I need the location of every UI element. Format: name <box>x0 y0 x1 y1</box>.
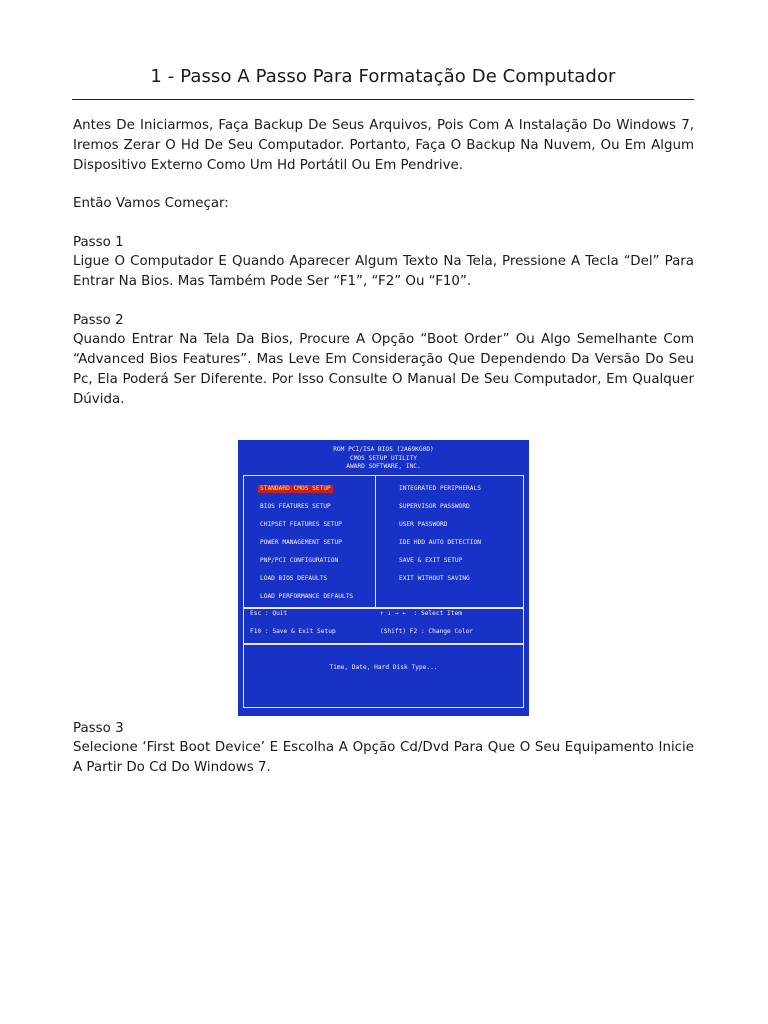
bios-screenshot <box>238 440 529 716</box>
bios-menu-item-integrated-peripherals[interactable]: INTEGRATED PERIPHERALS <box>399 485 481 492</box>
bios-menu-item-standard-cmos[interactable]: STANDARD CMOS SETUP <box>260 485 331 492</box>
bios-menu-item-power-management[interactable]: POWER MANAGEMENT SETUP <box>260 539 342 546</box>
step-2-text: Quando Entrar Na Tela Da Bios, Procure A Opção “Boot Order” Ou Algo Semelhante Com “Advanced Bios Features”. Mas Leve Em Consideração Que Dependendo Da Versão Do Seu Pc, Ela Poderá Ser Diferente. Por Isso Consulte O Manual De Seu Computador, Em Qualquer Dúvida. <box>73 332 694 407</box>
bios-menu-item-supervisor-password[interactable]: SUPERVISOR PASSWORD <box>399 503 470 510</box>
bios-item-description: Time, Date, Hard Disk Type... <box>329 664 438 671</box>
bios-menu-item-bios-features[interactable]: BIOS FEATURES SETUP <box>260 503 331 510</box>
bios-help-f10: F10 : Save & Exit Setup <box>250 628 336 635</box>
bios-header <box>238 446 529 472</box>
bios-menu-item-pnp-pci[interactable]: PNP/PCI CONFIGURATION <box>260 557 339 564</box>
step-1-label: Passo 1 <box>73 235 124 250</box>
bios-menu-item-load-performance-defaults[interactable]: LOAD PERFORMANCE DEFAULTS <box>260 593 354 600</box>
bios-header-line: CMOS SETUP UTILITY <box>349 454 418 462</box>
step-3-label: Passo 3 <box>73 721 124 736</box>
bios-menu-divider <box>375 475 376 607</box>
step-2-label: Passo 2 <box>73 313 124 328</box>
bios-menu-item-load-bios-defaults[interactable]: LOAD BIOS DEFAULTS <box>260 575 328 582</box>
bios-menu-item-exit-without-saving[interactable]: EXIT WITHOUT SAVING <box>399 575 470 582</box>
page-title: 1 - Passo A Passo Para Formatação De Computador <box>150 66 616 87</box>
intro-paragraph: Antes De Iniciarmos, Faça Backup De Seus Arquivos, Pois Com A Instalação Do Windows 7, Iremos Zerar O Hd De Seu Computador. Portanto, Faça O Backup Na Nuvem, Ou Em Algum Dispositivo Externo Como Um Hd Portátil Ou Em Pendrive. <box>73 118 694 173</box>
step-3-text: Selecione ‘First Boot Device’ E Escolha A Opção Cd/Dvd Para Que O Seu Equipamento Inicie A Partir Do Cd Do Windows 7. <box>73 740 694 775</box>
start-paragraph: Então Vamos Começar: <box>73 196 229 211</box>
bios-header-line: AWARD SOFTWARE, INC. <box>346 463 421 470</box>
bios-menu-item-chipset-features[interactable]: CHIPSET FEATURES SETUP <box>260 521 342 528</box>
bios-menu-item-user-password[interactable]: USER PASSWORD <box>399 521 448 528</box>
bios-help-esc: Esc : Quit <box>250 610 288 617</box>
step-1-text: Ligue O Computador E Quando Aparecer Algum Texto Na Tela, Pressione A Tecla “Del” Para Entrar Na Bios. Mas Também Pode Ser “F1”, “F2” Ou “F10”. <box>73 254 694 289</box>
bios-help-arrows: ↑ ↓ → ← : Select Item <box>380 610 462 617</box>
bios-menu-item-ide-hdd-detection[interactable]: IDE HDD AUTO DETECTION <box>399 539 481 546</box>
bios-header-line: ROM PCI/ISA BIOS (2A69KG0D) <box>333 446 434 453</box>
bios-menu-item-save-exit[interactable]: SAVE & EXIT SETUP <box>399 557 463 564</box>
bios-help-f2: (Shift) F2 : Change Color <box>380 628 474 635</box>
bios-description-frame <box>243 643 524 708</box>
title-divider <box>72 99 694 100</box>
